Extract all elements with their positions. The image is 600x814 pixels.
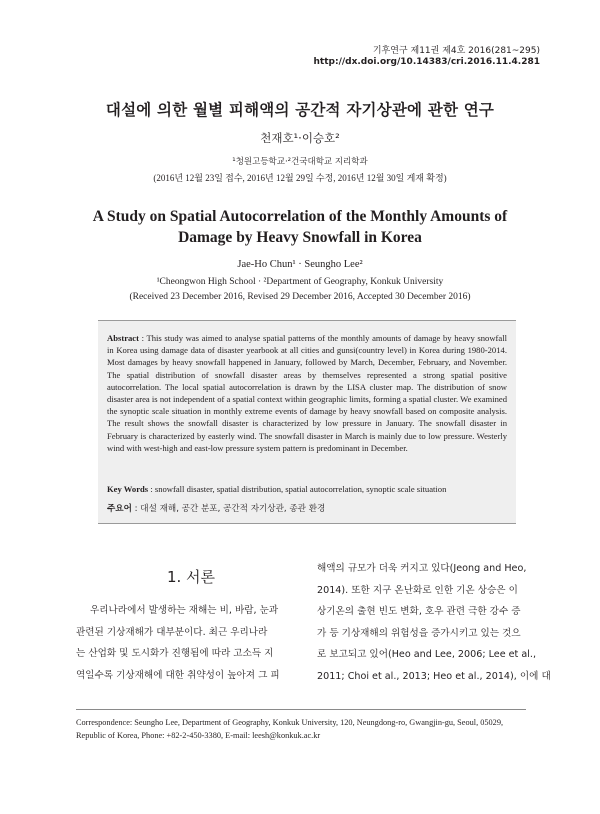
- body-right-line-1: 해액의 규모가 더욱 커지고 있다(Jeong and Heo,: [317, 563, 527, 574]
- korean-keywords-text: : 대설 재해, 공간 분포, 공간적 자기상관, 종관 환경: [134, 504, 326, 514]
- english-title-line-2: Damage by Heavy Snowfall in Korea: [178, 229, 422, 246]
- english-affiliation: ¹Cheongwon High School · ²Department of Geography, Konkuk University: [156, 277, 444, 287]
- english-authors: Jae-Ho Chun¹ · Seungho Lee²: [237, 259, 363, 270]
- body-right-line-5: 로 보고되고 있어(Heo and Lee, 2006; Lee et al.,: [317, 649, 537, 660]
- footnote-line-1: Correspondence: Seungho Lee, Department of Geography, Konkuk University, 120, Neungdong-ro, Gwangjin-gu, Seoul, 05029,: [76, 718, 504, 727]
- section-heading: 1. 서론: [166, 568, 216, 586]
- abstract-line-11: system pattern is predominant in December.: [256, 442, 408, 453]
- korean-title: 대설에 의한 월별 피해액의 공간적 자기상관에 관한 연구: [105, 101, 495, 119]
- journal-citation: 기후연구 제11권 제4호 2016(281~295): [372, 46, 540, 56]
- correspondence-footnote: [76, 716, 526, 742]
- abstract-line-1: : This study was aimed to analyse spatial patterns of the monthly amounts of damage by heavy: [141, 333, 475, 343]
- body-left-line-4: 역일수록 기상재해에 대한 취약성이 높아져 그 피: [76, 669, 280, 681]
- abstract: [107, 332, 507, 454]
- doi-link[interactable]: http://dx.doi.org/10.14383/cri.2016.11.4.281: [313, 57, 540, 67]
- abstract-line-5: strong spatial positive autocorrelation. The local spatial autocorrelation is drawn by the LISA cluster map.: [107, 369, 507, 392]
- keywords: [107, 484, 507, 494]
- body-left-line-1: 우리나라에서 발생하는 재해는 비, 바람, 눈과: [90, 605, 279, 616]
- abstract-line-7: forming a spatial cluster. We examined the synoptic scale situation in monthly extreme events of damage: [107, 394, 507, 417]
- keywords-text: : snowfall disaster, spatial distribution, spatial autocorrelation, synoptic scale situation: [150, 484, 447, 494]
- abstract-line-4: February, and November. The spatial distribution of snowfall disaster areas by themselves represented a: [107, 357, 508, 380]
- footnote-divider: [76, 709, 526, 710]
- english-title: [0, 206, 600, 248]
- body-left-line-2: 관련된 기상재해가 대부분이다. 최근 우리나라: [76, 626, 268, 638]
- abstract-line-9: low pressure in January. The snowfall disaster in February is characterized by easterly wind. The snowfall: [107, 418, 507, 441]
- abstract-line-6: The distribution of snow disaster area is not independent of a spatial context within geographic limits,: [107, 381, 507, 405]
- korean-affiliation: ¹청원고등학교·²건국대학교 지리학과: [232, 157, 368, 167]
- body-right-line-2: 2014). 또한 지구 온난화로 인한 기온 상승은 이: [317, 584, 518, 596]
- abstract-label: Abstract: [107, 333, 139, 343]
- abstract-line-8: by heavy snowfall based on composite analysis. The result shows the snowfall disaster is characterized by: [107, 406, 507, 429]
- footnote-line-2: Republic of Korea, Phone: +82-2-450-3380, E-mail: leesh@konkuk.ac.kr: [76, 731, 321, 740]
- abstract-line-10: disaster in March is mainly due to low pressure. Westerly wind with west-high and east-low pressure: [107, 430, 507, 453]
- korean-dates: (2016년 12월 23일 접수, 2016년 12월 29일 수정, 2016년 12월 30일 게재 확정): [153, 173, 447, 183]
- body-right-line-3: 상기온의 출현 빈도 변화, 호우 관련 극한 강수 증: [317, 606, 521, 617]
- english-title-line-1: A Study on Spatial Autocorrelation of the Monthly Amounts of: [92, 208, 508, 225]
- korean-keywords: [107, 502, 507, 514]
- keywords-label: Key Words: [107, 484, 149, 494]
- body-left-line-3: 는 산업화 및 도시화가 진행됨에 따라 고소득 지: [76, 648, 274, 659]
- body-right-line-4: 가 등 기상재해의 위험성을 증가시키고 있는 것으: [317, 627, 521, 639]
- abstract-line-2: snowfall in Korea using damage data of disaster yearbook at all cities and gunsi(country level) in Korea: [107, 333, 507, 356]
- korean-authors: 천재호¹·이승호²: [260, 131, 340, 145]
- english-dates: (Received 23 December 2016, Revised 29 December 2016, Accepted 30 December 2016): [129, 292, 471, 302]
- body-column-right: [317, 558, 551, 687]
- body-right-line-6: 2011; Choi et al., 2013; Heo et al., 2014), 이에 대: [317, 670, 551, 682]
- abstract-line-3: during 1980-2014. Most damages by heavy snowfall happened in January, followed by March, December,: [107, 345, 507, 368]
- body-column-left: [76, 600, 301, 686]
- korean-keywords-label: 주요어: [107, 504, 132, 514]
